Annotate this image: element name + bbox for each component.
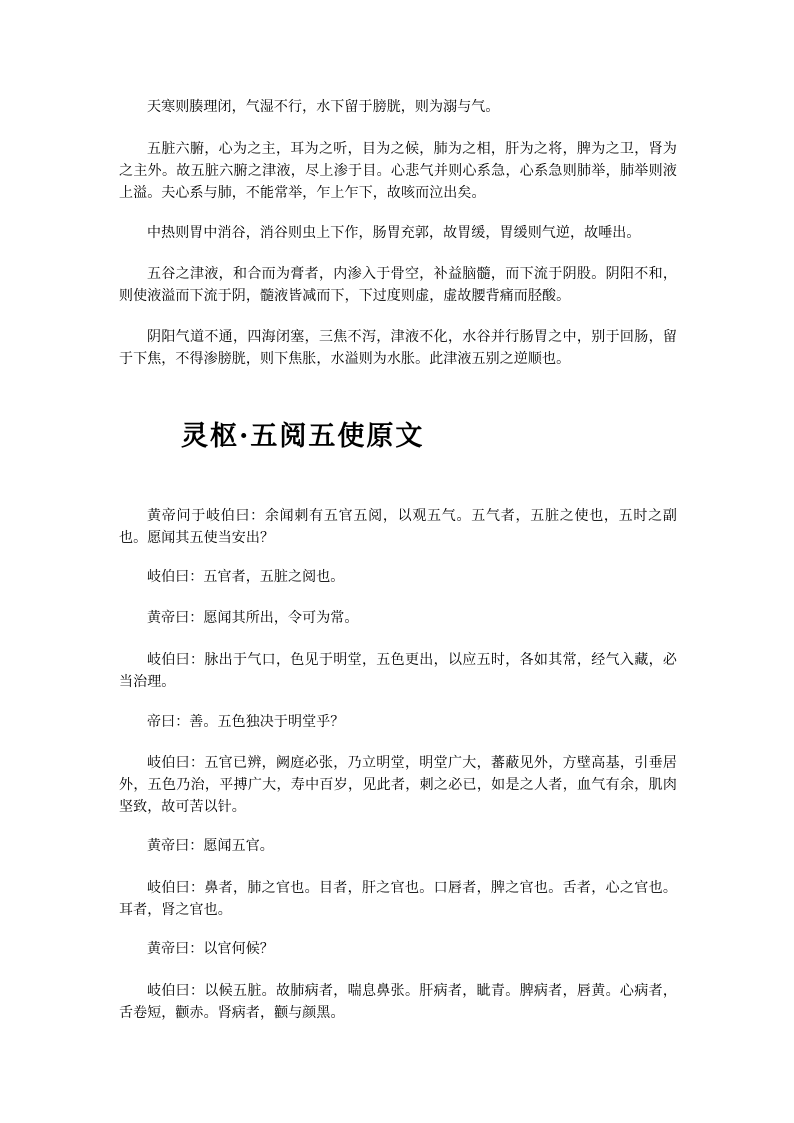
paragraph: 岐伯曰：五官已辨，阙庭必张，乃立明堂，明堂广大，蕃蔽见外，方壁高基，引垂居外，五色乃治，平搏广大，寿中百岁，见此者，刺之必已，如是之人者，血气有余，肌肉坚致，故可苦以针。 (119, 755, 677, 815)
paragraph: 岐伯曰：脉出于气口，色见于明堂，五色更出，以应五时，各如其常，经气入藏，必当治理。 (119, 652, 677, 690)
paragraph: 黄帝曰：愿闻五官。 (147, 838, 274, 854)
paragraph: 黄帝问于岐伯曰：余闻刺有五官五阅，以观五气。五气者，五脏之使也，五时之副也。愿闻其五使当安出？ (119, 508, 677, 546)
paragraph: 岐伯曰：鼻者，肺之官也。目者，肝之官也。口唇者，脾之官也。舌者，心之官也。耳者，肾之官也。 (119, 880, 677, 918)
paragraph: 黄帝曰：愿闻其所出，令可为常。 (147, 610, 359, 626)
paragraph: 五脏六腑，心为之主，耳为之听，目为之候，肺为之相，肝为之将，脾为之卫，肾为之主外。故五脏六腑之津液，尽上渗于目。心悲气并则心系急，心系急则肺举，肺举则液上溢。夫心系与肺，不能常举，乍上乍下，故咳而泣出矣。 (119, 141, 677, 201)
paragraph: 中热则胃中消谷，消谷则虫上下作，肠胃充郭，故胃缓，胃缓则气逆，故唾出。 (147, 225, 641, 241)
paragraph: 五谷之津液，和合而为膏者，内渗入于骨空，补益脑髓，而下流于阴股。阴阳不和，则使液溢而下流于阴，髓液皆减而下，下过度则虚，虚故腰背痛而胫酸。 (119, 266, 677, 304)
paragraph: 黄帝曰：以官何候？ (147, 941, 274, 957)
section-title: 灵枢·五阅五使原文 (181, 421, 425, 452)
paragraph: 帝曰：善。五色独决于明堂乎？ (147, 714, 345, 730)
paragraph: 阴阳气道不通，四海闭塞，三焦不泻，津液不化，水谷并行肠胃之中，别于回肠，留于下焦，不得渗膀胱，则下焦胀，水溢则为水胀。此津液五别之逆顺也。 (119, 329, 677, 367)
paragraph: 岐伯曰：以候五脏。故肺病者，喘息鼻张。肝病者，眦青。脾病者，唇黄。心病者，舌卷短，颧赤。肾病者，颧与颜黑。 (119, 983, 677, 1021)
paragraph: 岐伯曰：五官者，五脏之阅也。 (147, 569, 345, 585)
paragraph: 天寒则腠理闭，气湿不行，水下留于膀胱，则为溺与气。 (147, 99, 500, 115)
